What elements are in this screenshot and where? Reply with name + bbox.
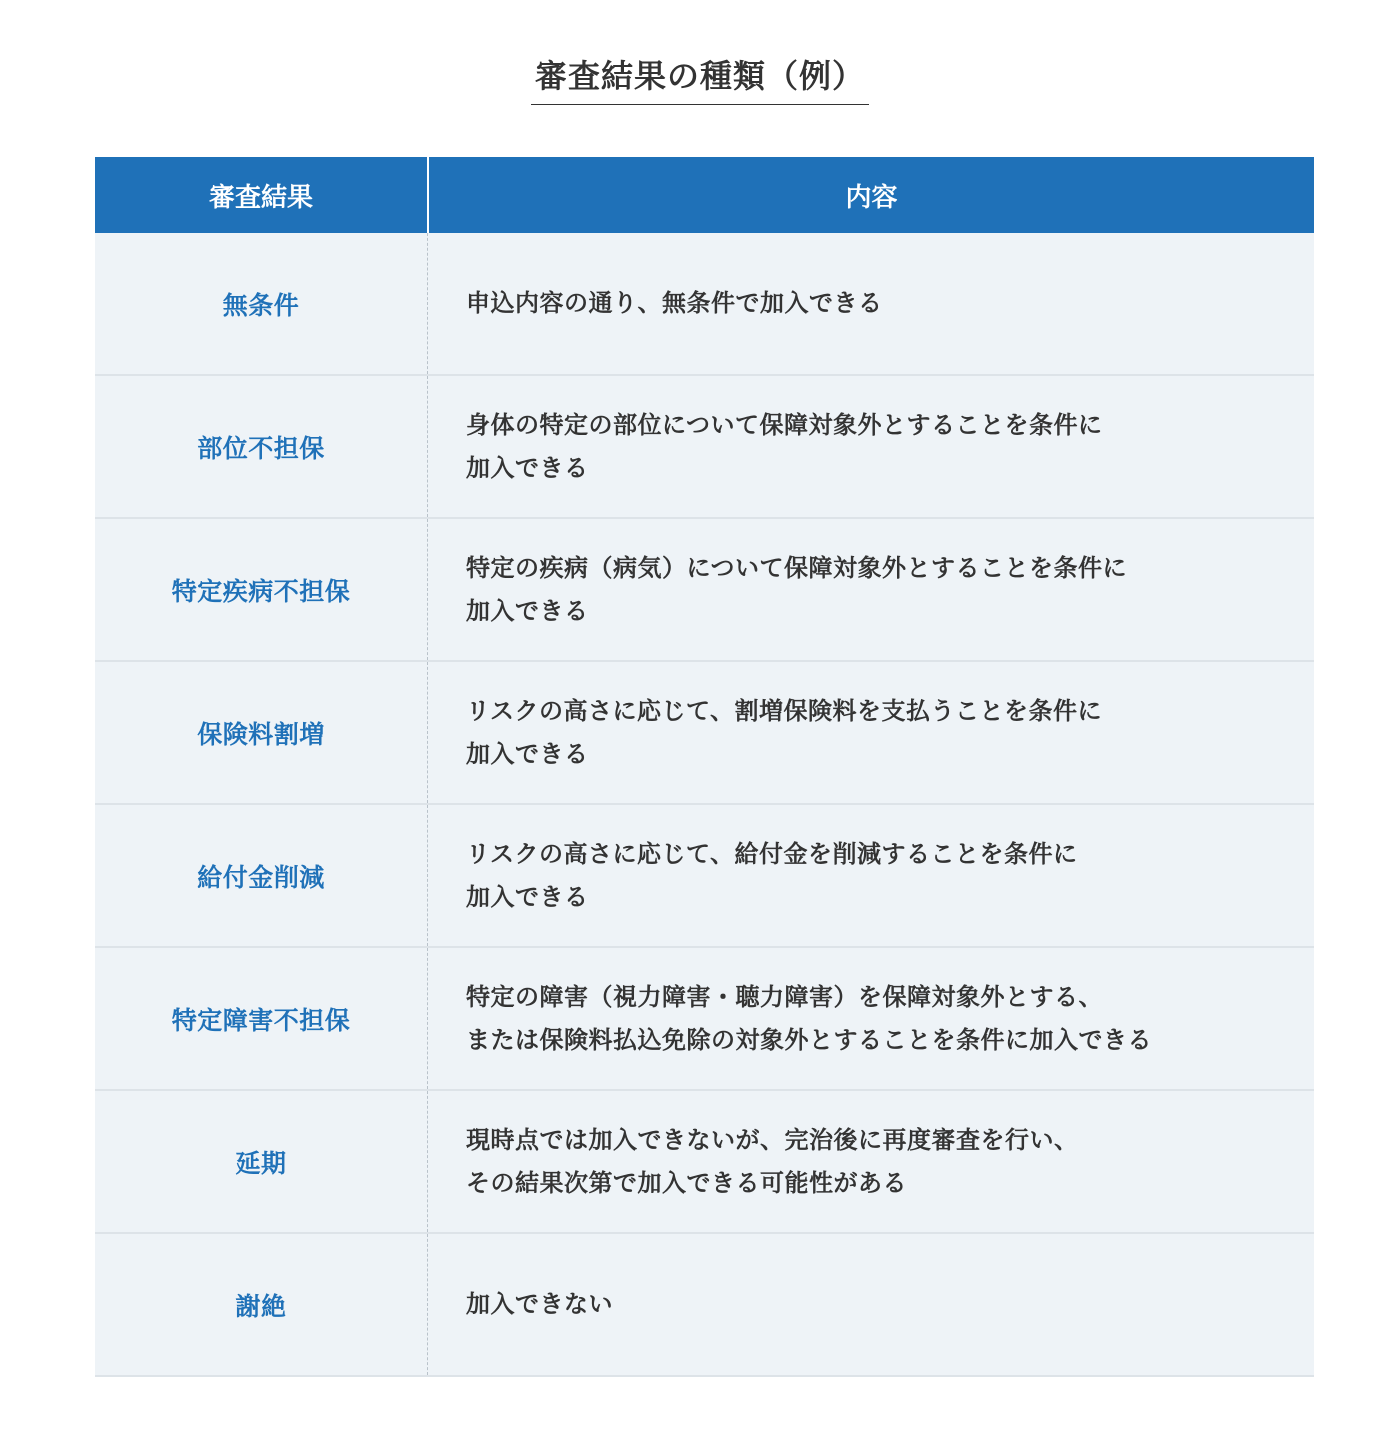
- description-line: 加入できない: [466, 1290, 613, 1318]
- table-row: [95, 805, 1314, 948]
- result-description: [428, 519, 1314, 660]
- description-line: 現時点では加入できないが、完治後に再度審査を行い、: [466, 1125, 1079, 1154]
- table-row: [95, 233, 1314, 376]
- table-row: [95, 376, 1314, 519]
- result-description: [428, 1234, 1314, 1375]
- page-title: 審査結果の種類（例）: [531, 56, 869, 105]
- result-name: 延期: [95, 1091, 428, 1232]
- table-row: [95, 948, 1314, 1091]
- result-name: 部位不担保: [95, 376, 428, 517]
- description-line: 特定の疾病（病気）について保障対象外とすることを条件に: [466, 553, 1128, 582]
- description-line: その結果次第で加入できる可能性がある: [466, 1168, 907, 1197]
- table-body: [95, 233, 1314, 1377]
- result-name: 給付金削減: [95, 805, 428, 946]
- result-name: 特定疾病不担保: [95, 519, 428, 660]
- result-name: 保険料割増: [95, 662, 428, 803]
- result-description: [428, 805, 1314, 946]
- result-description: [428, 376, 1314, 517]
- description-line: 加入できる: [466, 453, 589, 482]
- description-line: 申込内容の通り、無条件で加入できる: [466, 289, 883, 317]
- result-description: [428, 1091, 1314, 1232]
- description-line: 特定の障害（視力障害・聴力障害）を保障対象外とする、: [466, 982, 1103, 1011]
- result-description: [428, 233, 1314, 374]
- description-line: リスクの高さに応じて、割増保険料を支払うことを条件に: [466, 696, 1103, 725]
- result-name: 謝絶: [95, 1234, 428, 1375]
- result-description: [428, 662, 1314, 803]
- description-line: 加入できる: [466, 882, 589, 911]
- table-row: [95, 1091, 1314, 1234]
- result-name: 特定障害不担保: [95, 948, 428, 1089]
- table-row: [95, 1234, 1314, 1377]
- description-line: 加入できる: [466, 596, 589, 625]
- result-name: 無条件: [95, 233, 428, 374]
- review-results-table: [95, 157, 1314, 1377]
- description-line: 加入できる: [466, 739, 589, 768]
- table-row: [95, 662, 1314, 805]
- header-result: 審査結果: [95, 157, 429, 233]
- title-wrapper: [0, 56, 1400, 105]
- description-line: リスクの高さに応じて、給付金を削減することを条件に: [466, 839, 1078, 868]
- header-content: 内容: [845, 182, 898, 213]
- table-header: [95, 157, 1314, 233]
- description-line: または保険料払込免除の対象外とすることを条件に加入できる: [466, 1025, 1152, 1054]
- table-row: [95, 519, 1314, 662]
- result-description: [428, 948, 1314, 1089]
- description-line: 身体の特定の部位について保障対象外とすることを条件に: [466, 410, 1103, 439]
